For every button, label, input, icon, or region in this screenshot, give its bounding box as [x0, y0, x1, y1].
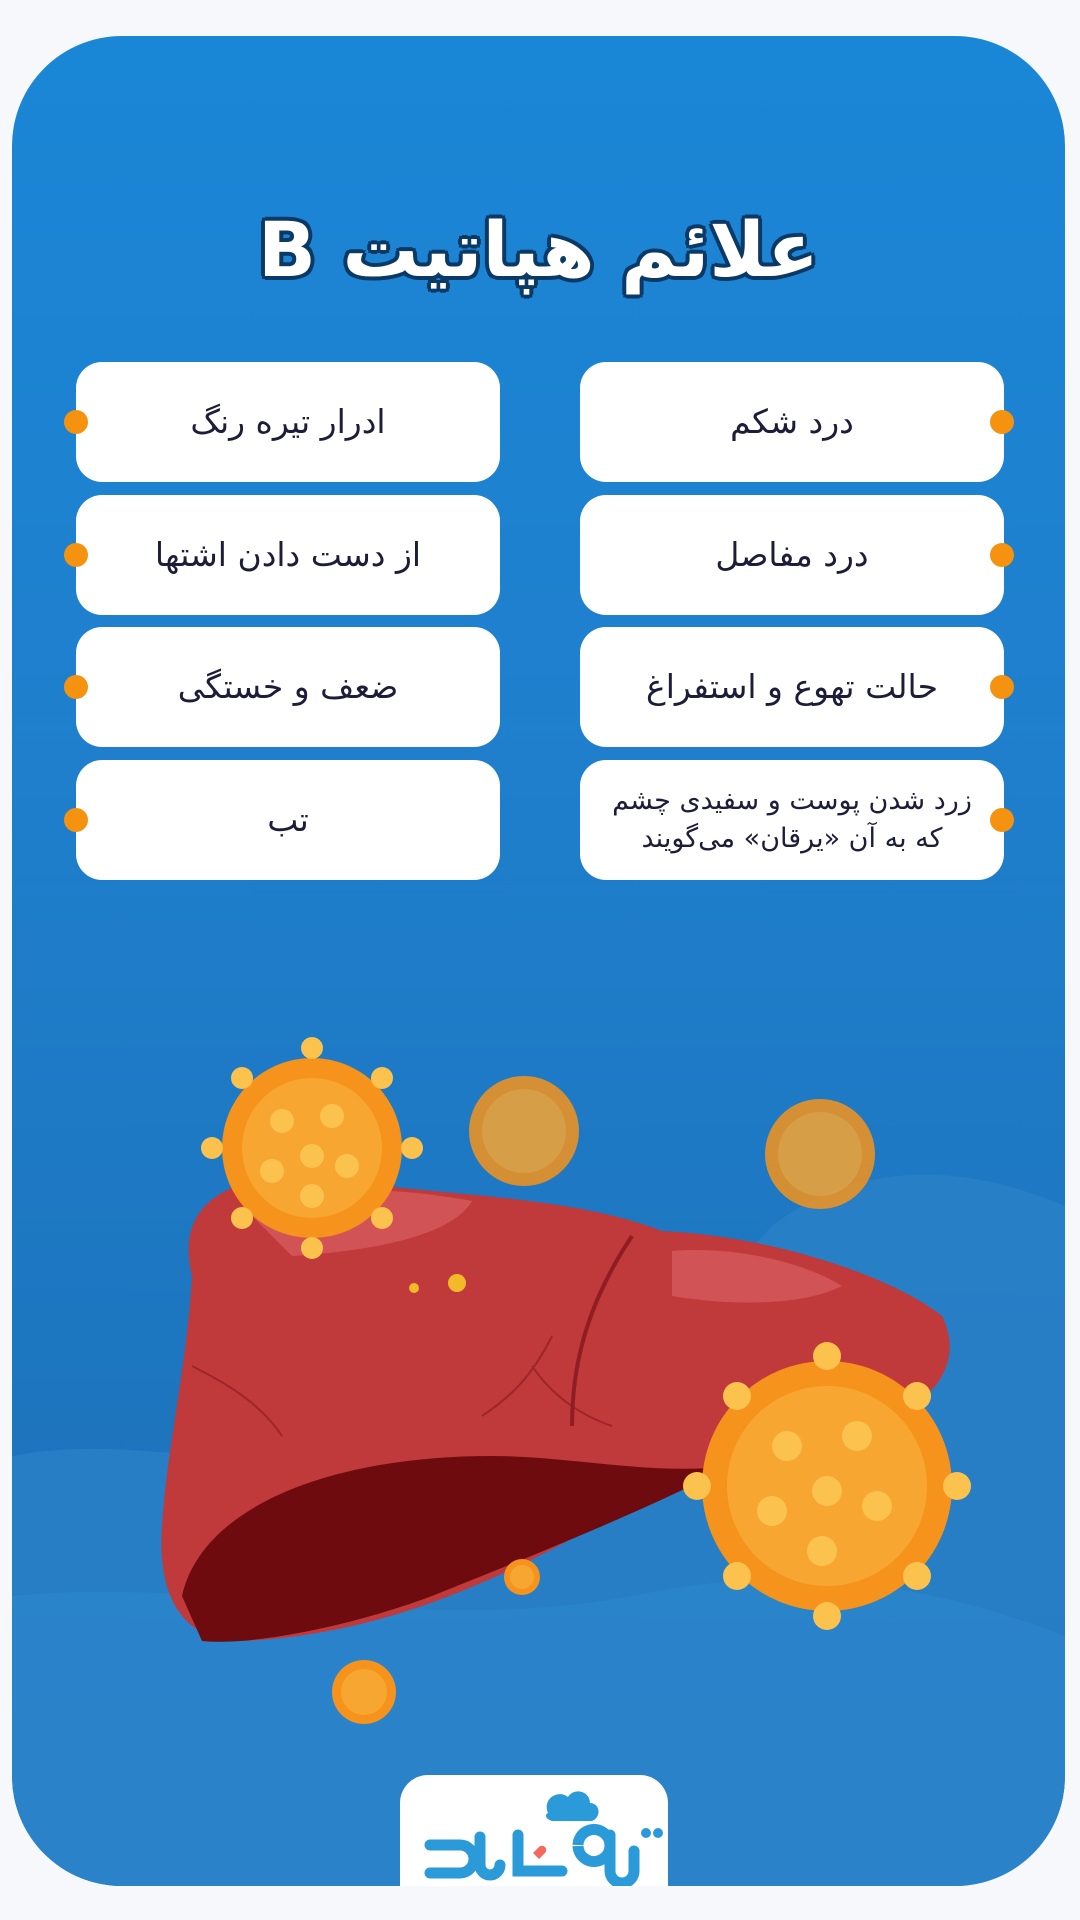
bullet-dot: [64, 410, 88, 434]
virus-blurred-right: [765, 1099, 875, 1209]
virus-large-left: [201, 1037, 423, 1259]
bullet-dot: [990, 808, 1014, 832]
infographic-card: [12, 36, 1065, 1886]
symptom-label: تب: [267, 800, 309, 839]
bullet-dot: [990, 410, 1014, 434]
bullet-dot: [990, 543, 1014, 567]
brand-logo-box: [400, 1775, 668, 1886]
virus-small-bottom: [504, 1559, 540, 1595]
symptom-label: از دست دادن اشتها: [154, 535, 422, 574]
liver-illustration: [12, 36, 1065, 1886]
symptom-card-joint-pain: [580, 495, 1004, 615]
symptom-label: درد شکم: [730, 402, 854, 441]
symptom-card-nausea: [580, 627, 1004, 747]
symptom-label: ضعف و خستگی: [177, 667, 399, 706]
bullet-dot: [64, 675, 88, 699]
virus-blurred-center: [469, 1076, 579, 1186]
symptom-card-fatigue: [76, 627, 500, 747]
symptom-card-dark-urine: [76, 362, 500, 482]
symptom-label: حالت تهوع و استفراغ: [646, 667, 938, 706]
brand-logo: [400, 1775, 668, 1886]
symptom-card-fever: [76, 760, 500, 880]
symptom-card-jaundice: [580, 760, 1004, 880]
symptom-label: درد مفاصل: [715, 535, 869, 574]
page-title: علائم هپاتیت B: [258, 205, 819, 294]
bullet-dot: [990, 675, 1014, 699]
bullet-dot: [64, 808, 88, 832]
virus-medium-bottom: [332, 1660, 396, 1724]
symptom-label: ادرار تیره رنگ: [190, 402, 386, 441]
bullet-dot: [64, 543, 88, 567]
symptom-card-appetite-loss: [76, 495, 500, 615]
symptom-label: زرد شدن پوست و سفیدی چشم که به آن «یرقان» می‌گویند: [612, 785, 972, 854]
symptom-card-abdominal-pain: [580, 362, 1004, 482]
